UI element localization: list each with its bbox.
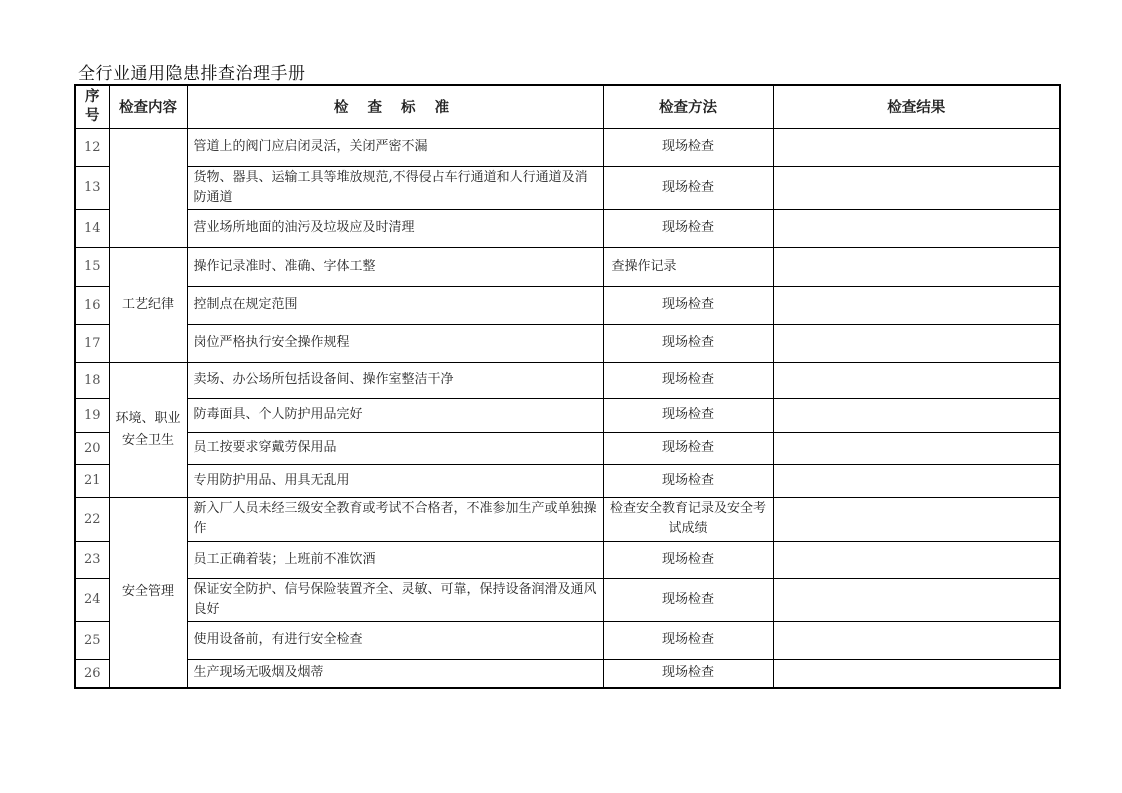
standard-cell: 员工按要求穿戴劳保用品 xyxy=(187,432,603,464)
row-number: 24 xyxy=(75,578,109,621)
method-cell: 现场检查 xyxy=(603,464,773,497)
row-number: 18 xyxy=(75,362,109,398)
row-number: 19 xyxy=(75,398,109,432)
table-row xyxy=(75,541,1060,578)
document-title: 全行业通用隐患排查治理手册 xyxy=(78,64,306,84)
header-method: 检查方法 xyxy=(603,85,773,128)
result-cell[interactable] xyxy=(773,659,1060,688)
result-cell[interactable] xyxy=(773,464,1060,497)
standard-cell: 保证安全防护、信号保险装置齐全、灵敏、可靠，保持设备润滑及通风良好 xyxy=(187,578,603,621)
result-cell[interactable] xyxy=(773,578,1060,621)
category-safety: 安全管理 xyxy=(109,497,187,688)
row-number: 25 xyxy=(75,621,109,659)
row-number: 16 xyxy=(75,286,109,324)
row-number: 26 xyxy=(75,659,109,688)
header-content: 检查内容 xyxy=(109,85,187,128)
table-row xyxy=(75,432,1060,464)
method-cell: 现场检查 xyxy=(603,324,773,362)
method-cell: 现场检查 xyxy=(603,128,773,166)
inspection-table xyxy=(74,84,1061,689)
result-cell[interactable] xyxy=(773,362,1060,398)
category-cell-empty xyxy=(109,128,187,247)
result-cell[interactable] xyxy=(773,497,1060,541)
table-row xyxy=(75,464,1060,497)
row-number: 14 xyxy=(75,209,109,247)
standard-cell: 专用防护用品、用具无乱用 xyxy=(187,464,603,497)
standard-cell: 岗位严格执行安全操作规程 xyxy=(187,324,603,362)
method-cell: 现场检查 xyxy=(603,209,773,247)
result-cell[interactable] xyxy=(773,209,1060,247)
row-number: 15 xyxy=(75,247,109,286)
method-cell: 现场检查 xyxy=(603,166,773,209)
method-cell: 现场检查 xyxy=(603,659,773,688)
result-cell[interactable] xyxy=(773,128,1060,166)
table-row xyxy=(75,497,1060,541)
method-cell: 现场检查 xyxy=(603,362,773,398)
result-cell[interactable] xyxy=(773,247,1060,286)
result-cell[interactable] xyxy=(773,432,1060,464)
result-cell[interactable] xyxy=(773,621,1060,659)
header-result: 检查结果 xyxy=(773,85,1060,128)
table-row xyxy=(75,324,1060,362)
row-number: 22 xyxy=(75,497,109,541)
standard-cell: 新入厂人员未经三级安全教育或考试不合格者，不准参加生产或单独操作 xyxy=(187,497,603,541)
row-number: 23 xyxy=(75,541,109,578)
method-cell: 查操作记录 xyxy=(603,247,773,286)
table-row xyxy=(75,247,1060,286)
method-cell: 检查安全教育记录及安全考试成绩 xyxy=(603,497,773,541)
row-number: 13 xyxy=(75,166,109,209)
standard-cell: 防毒面具、个人防护用品完好 xyxy=(187,398,603,432)
method-cell: 现场检查 xyxy=(603,432,773,464)
table-row xyxy=(75,659,1060,688)
result-cell[interactable] xyxy=(773,286,1060,324)
table-row xyxy=(75,398,1060,432)
standard-cell: 营业场所地面的油污及垃圾应及时清理 xyxy=(187,209,603,247)
table-row xyxy=(75,128,1060,166)
result-cell[interactable] xyxy=(773,166,1060,209)
standard-cell: 操作记录准时、准确、字体工整 xyxy=(187,247,603,286)
table-row xyxy=(75,209,1060,247)
category-process: 工艺纪律 xyxy=(109,247,187,362)
method-cell: 现场检查 xyxy=(603,621,773,659)
row-number: 21 xyxy=(75,464,109,497)
table-row xyxy=(75,362,1060,398)
table-row xyxy=(75,578,1060,621)
standard-cell: 货物、器具、运输工具等堆放规范,不得侵占车行通道和人行通道及消防通道 xyxy=(187,166,603,209)
table-row xyxy=(75,286,1060,324)
row-number: 20 xyxy=(75,432,109,464)
table-header-row xyxy=(75,85,1060,128)
standard-cell: 控制点在规定范围 xyxy=(187,286,603,324)
method-cell: 现场检查 xyxy=(603,578,773,621)
standard-cell: 使用设备前，有进行安全检查 xyxy=(187,621,603,659)
standard-cell: 生产现场无吸烟及烟蒂 xyxy=(187,659,603,688)
method-cell: 现场检查 xyxy=(603,541,773,578)
method-cell: 现场检查 xyxy=(603,398,773,432)
header-seq: 序号 xyxy=(75,85,109,128)
standard-cell: 管道上的阀门应启闭灵活，关闭严密不漏 xyxy=(187,128,603,166)
table-row xyxy=(75,166,1060,209)
row-number: 17 xyxy=(75,324,109,362)
method-cell: 现场检查 xyxy=(603,286,773,324)
category-environment: 环境、职业安全卫生 xyxy=(109,362,187,497)
result-cell[interactable] xyxy=(773,324,1060,362)
result-cell[interactable] xyxy=(773,541,1060,578)
result-cell[interactable] xyxy=(773,398,1060,432)
header-standard: 检 查 标 准 xyxy=(187,85,603,128)
standard-cell: 员工正确着装；上班前不准饮酒 xyxy=(187,541,603,578)
table-row xyxy=(75,621,1060,659)
row-number: 12 xyxy=(75,128,109,166)
standard-cell: 卖场、办公场所包括设备间、操作室整洁干净 xyxy=(187,362,603,398)
